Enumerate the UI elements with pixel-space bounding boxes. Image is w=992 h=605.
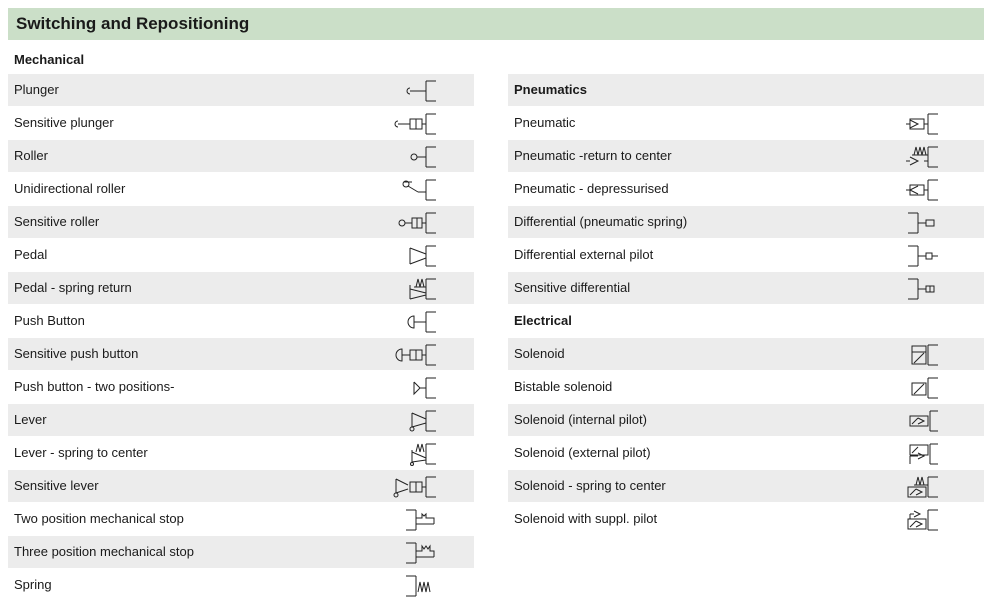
page-title: Switching and Repositioning <box>8 8 984 40</box>
row-label: Spring <box>14 577 52 592</box>
pedal-icon <box>392 244 438 268</box>
section-heading-label: Electrical <box>514 313 572 328</box>
table-row <box>8 404 474 437</box>
row-label: Sensitive push button <box>14 346 139 361</box>
row-label: Pedal - spring return <box>14 280 132 295</box>
differential-external-pilot-icon <box>894 244 940 268</box>
table-row <box>508 272 984 305</box>
table-row <box>508 140 984 173</box>
roller-icon <box>392 145 438 169</box>
row-label: Sensitive plunger <box>14 115 114 130</box>
table-row <box>508 107 984 140</box>
solenoid-spring-to-center-icon <box>894 475 940 499</box>
sensitive-differential-icon <box>894 277 940 301</box>
table-row <box>8 305 474 338</box>
row-label: Roller <box>14 148 48 163</box>
solenoid-internal-pilot-icon <box>894 409 940 433</box>
section-heading-electrical <box>508 305 984 338</box>
table-row <box>8 437 474 470</box>
unidirectional-roller-icon <box>392 178 438 202</box>
table-row <box>508 173 984 206</box>
row-label: Pneumatic - depressurised <box>514 181 669 196</box>
table-row <box>508 371 984 404</box>
differential-pneumatic-spring-icon <box>894 211 940 235</box>
sensitive-plunger-icon <box>392 112 438 136</box>
pneumatic-electrical-table <box>508 74 984 536</box>
table-row <box>8 338 474 371</box>
row-label: Solenoid <box>514 346 565 361</box>
two-position-mechanical-stop-icon <box>392 508 438 532</box>
table-row <box>8 470 474 503</box>
table-row <box>508 404 984 437</box>
row-label: Two position mechanical stop <box>14 511 184 526</box>
row-label: Three position mechanical stop <box>14 544 194 559</box>
three-position-mechanical-stop-icon <box>392 541 438 565</box>
row-label: Lever - spring to center <box>14 445 148 460</box>
row-label: Push button - two positions- <box>14 379 175 394</box>
row-label: Solenoid (external pilot) <box>514 445 651 460</box>
sensitive-push-button-icon <box>392 343 438 367</box>
spring-icon <box>392 574 438 598</box>
table-row <box>8 503 474 536</box>
solenoid-icon <box>894 343 940 367</box>
table-row <box>508 437 984 470</box>
row-label: Differential external pilot <box>514 247 654 262</box>
table-row <box>8 206 474 239</box>
table-row <box>8 371 474 404</box>
row-label: Plunger <box>14 82 59 97</box>
row-label: Sensitive differential <box>514 280 631 295</box>
pneumatic-icon <box>894 112 940 136</box>
push-button-icon <box>392 310 438 334</box>
bistable-solenoid-icon <box>894 376 940 400</box>
row-label: Bistable solenoid <box>514 379 613 394</box>
row-label: Solenoid with suppl. pilot <box>514 511 658 526</box>
section-heading-pneumatics <box>508 74 984 107</box>
row-label: Sensitive roller <box>14 214 100 229</box>
table-row <box>8 272 474 305</box>
solenoid-external-pilot-icon <box>894 442 940 466</box>
table-row <box>8 107 474 140</box>
row-label: Sensitive lever <box>14 478 99 493</box>
table-row <box>508 470 984 503</box>
table-row <box>8 536 474 569</box>
push-button-two-positions-icon <box>392 376 438 400</box>
row-label: Solenoid (internal pilot) <box>514 412 647 427</box>
row-label: Push Button <box>14 313 85 328</box>
row-label: Pneumatic -return to center <box>514 148 672 163</box>
table-row <box>8 74 474 107</box>
section-heading-mechanical: Mechanical <box>14 52 85 67</box>
table-row <box>8 239 474 272</box>
row-label: Pedal <box>14 247 48 262</box>
plunger-icon <box>392 79 438 103</box>
pedal-spring-return-icon <box>392 277 438 301</box>
row-label: Pneumatic <box>514 115 576 130</box>
table-row <box>508 239 984 272</box>
row-label: Unidirectional roller <box>14 181 126 196</box>
sensitive-lever-icon <box>392 475 438 499</box>
section-heading-label: Pneumatics <box>514 82 587 97</box>
table-row <box>8 173 474 206</box>
solenoid-with-suppl-pilot-icon <box>894 508 940 532</box>
pneumatic-depressurised-icon <box>894 178 940 202</box>
row-label: Lever <box>14 412 47 427</box>
table-row <box>508 206 984 239</box>
sensitive-roller-icon <box>392 211 438 235</box>
lever-icon <box>392 409 438 433</box>
lever-spring-to-center-icon <box>392 442 438 466</box>
row-label: Solenoid - spring to center <box>514 478 666 493</box>
table-row <box>508 338 984 371</box>
pneumatic-return-to-center-icon <box>894 145 940 169</box>
row-label: Differential (pneumatic spring) <box>514 214 688 229</box>
table-row <box>8 569 474 602</box>
table-row <box>508 503 984 536</box>
table-row <box>8 140 474 173</box>
mechanical-table <box>8 74 474 602</box>
